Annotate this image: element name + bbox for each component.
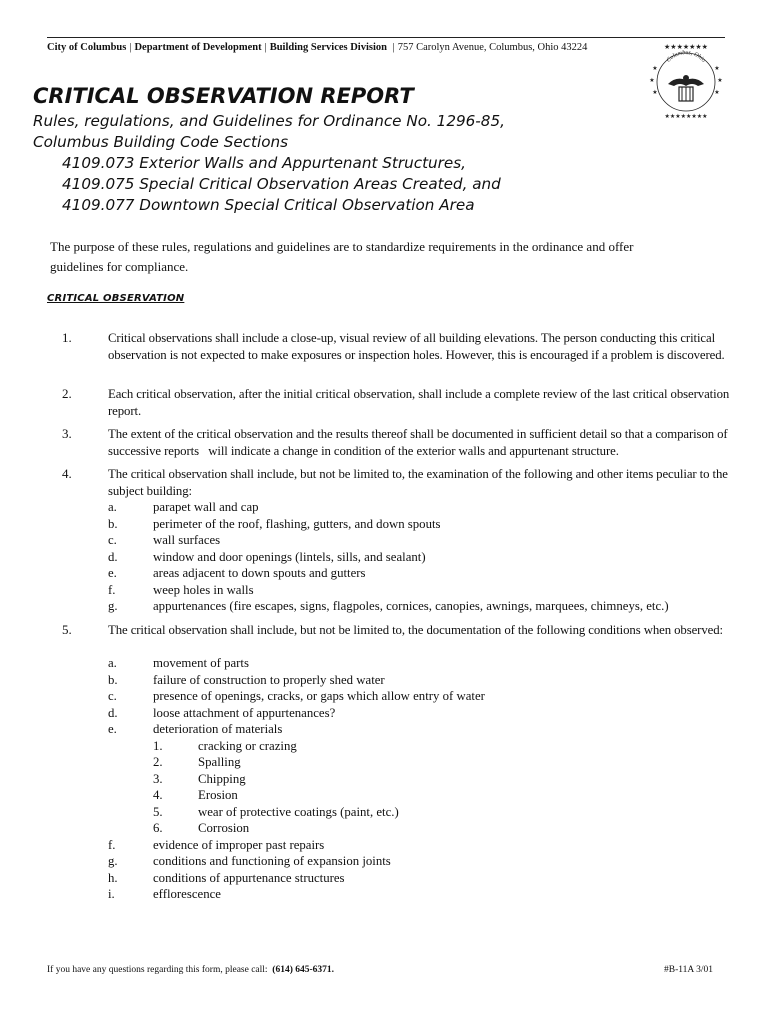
item-number: 5. <box>62 622 72 637</box>
form-number: #B-11A 3/01 <box>664 965 713 975</box>
subitem-text: movement of parts <box>153 656 249 670</box>
subitem-text: presence of openings, cracks, or gaps which allow entry of water <box>153 689 485 703</box>
header-org: City of Columbus <box>47 42 127 53</box>
subsubitem-text: Chipping <box>198 771 246 786</box>
subitem-text: efflorescence <box>153 887 221 901</box>
subitem-letter: f. <box>108 837 116 852</box>
subsubitem-text: wear of protective coatings (paint, etc.) <box>198 804 399 819</box>
svg-text:★: ★ <box>714 90 720 96</box>
subitem-letter: f. <box>108 582 116 597</box>
subsubitem-number: 1. <box>153 738 163 753</box>
subitem-text: areas adjacent to down spouts and gutters <box>153 566 366 580</box>
item-text: The critical observation shall include, but not be limited to, the examination of the following and other items peculiar to the subject building: <box>108 467 728 498</box>
subsubitem-text: Erosion <box>198 788 238 802</box>
svg-text:Columbus, Ohio <box>666 50 706 64</box>
subsubitem-number: 4. <box>153 788 163 802</box>
subitem-text: failure of construction to properly shed water <box>153 672 385 687</box>
subsubitem-text: Spalling <box>198 755 241 769</box>
subitem-letter: b. <box>108 672 118 687</box>
header-line: City of Columbus | Department of Development | Building Services Division | 757 Carolyn Avenue, Columbus, Ohio 43224 <box>47 42 588 53</box>
subsubitem-number: 6. <box>153 821 163 835</box>
svg-text:★: ★ <box>717 78 723 84</box>
city-seal-icon <box>646 40 726 120</box>
item-text: Critical observations shall include a close-up, visual review of all building elevations. The person conducting this critical observation is not expected to make exposures or inspection holes. However, this is encouraged if a problem is discovered. <box>108 331 725 362</box>
subitem-letter: e. <box>108 566 117 580</box>
section-heading: CRITICAL OBSERVATION <box>47 293 185 304</box>
svg-text:★: ★ <box>649 78 655 84</box>
subitem-letter: d. <box>108 705 118 720</box>
seal-text: Columbus, Ohio <box>665 49 707 64</box>
item-number: 2. <box>62 386 72 401</box>
subitem-text: conditions of appurtenance structures <box>153 870 345 885</box>
svg-text:★★★★★★★★: ★★★★★★★★ <box>664 113 708 120</box>
header-address: 757 Carolyn Avenue, Columbus, Ohio 43224 <box>397 42 588 53</box>
subitem-letter: c. <box>108 533 117 547</box>
subitem-text: perimeter of the roof, flashing, gutters, and down spouts <box>153 516 441 531</box>
svg-text:★: ★ <box>652 66 658 72</box>
item-text: The critical observation shall include, but not be limited to, the documentation of the following conditions when observed: <box>108 623 723 637</box>
subsubitem-text: cracking or crazing <box>198 738 297 753</box>
svg-text:★★★★★★★: ★★★★★★★ <box>664 43 708 51</box>
header-department: Department of Development <box>134 42 262 53</box>
item-number: 4. <box>62 466 72 481</box>
subitem-letter: d. <box>108 549 118 564</box>
header-division: Building Services Division <box>269 42 387 53</box>
subsubitem-number: 2. <box>153 755 163 769</box>
subsubitem-number: 5. <box>153 804 163 819</box>
svg-text:★: ★ <box>652 90 658 96</box>
subitem-letter: b. <box>108 516 118 531</box>
subitem-text: window and door openings (lintels, sills, and sealant) <box>153 549 426 564</box>
subtitle-line-1: Rules, regulations, and Guidelines for Ordinance No. 1296-85, <box>33 112 505 130</box>
item-text: The extent of the critical observation and the results thereof shall be documented in sufficient detail so that a comparison of successive reports will indicate a change in condition of the exterior walls and appurtenant structure. <box>108 427 731 458</box>
subitem-letter: a. <box>108 656 117 670</box>
subtitle-line-2: Columbus Building Code Sections <box>33 133 289 151</box>
report-title: CRITICAL OBSERVATION REPORT <box>33 84 414 108</box>
subitem-text: parapet wall and cap <box>153 500 259 514</box>
svg-text:★: ★ <box>714 66 720 72</box>
subsubitem-number: 3. <box>153 771 163 786</box>
item-number: 3. <box>62 426 72 441</box>
subtitle-line-5: 4109.077 Downtown Special Critical Observation Area <box>62 196 475 214</box>
subitem-letter: g. <box>108 854 118 868</box>
subsubitem-text: Corrosion <box>198 821 250 835</box>
subitem-letter: e. <box>108 722 117 736</box>
subitem-text: conditions and functioning of expansion joints <box>153 854 391 868</box>
footer-contact <box>47 965 334 975</box>
subitem-letter: i. <box>108 887 115 901</box>
footer-phone: (614) 645-6371. <box>272 965 335 975</box>
item-text: Each critical observation, after the initial critical observation, shall include a complete review of the last critical observation report. <box>108 387 730 418</box>
item-number: 1. <box>62 330 72 345</box>
subitem-text: evidence of improper past repairs <box>153 837 325 852</box>
subitem-text: deterioration of materials <box>153 722 283 736</box>
subtitle-line-3: 4109.073 Exterior Walls and Appurtenant Structures, <box>62 154 466 172</box>
subtitle-line-4: 4109.075 Special Critical Observation Areas Created, and <box>62 175 501 193</box>
header-rule <box>47 37 725 38</box>
subitem-text: loose attachment of appurtenances? <box>153 705 336 720</box>
subitem-text: weep holes in walls <box>153 582 254 597</box>
subitem-text: wall surfaces <box>153 533 221 547</box>
subitem-letter: a. <box>108 500 117 514</box>
purpose-paragraph: The purpose of these rules, regulations and guidelines are to standardize requirements in the ordinance and offer guidelines for compliance. <box>50 239 634 274</box>
subitem-letter: h. <box>108 870 118 885</box>
footer-question-text: If you have any questions regarding this form, please call: <box>47 965 268 975</box>
subitem-letter: g. <box>108 599 118 613</box>
subitem-text: appurtenances (fire escapes, signs, flagpoles, cornices, canopies, awnings, marquees, chimneys, etc.) <box>153 599 669 613</box>
subitem-letter: c. <box>108 689 117 703</box>
